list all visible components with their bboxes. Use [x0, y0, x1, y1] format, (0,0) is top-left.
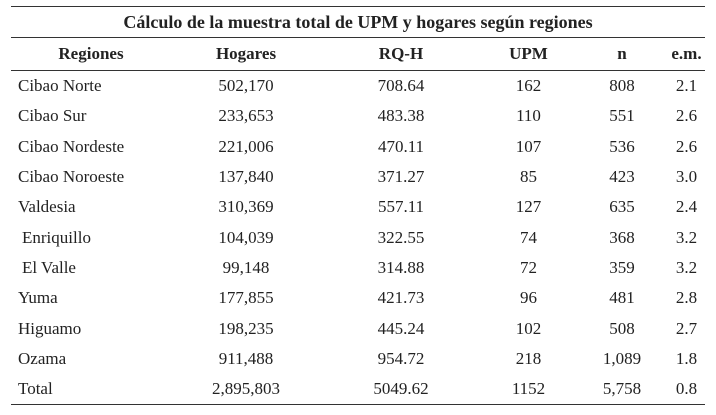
region-cell: Valdesia [18, 197, 76, 217]
em-cell: 3.0 [675, 167, 698, 187]
upm-cell: 127 [515, 197, 542, 217]
table-row [11, 313, 705, 343]
column-header-em: e.m. [668, 38, 705, 71]
region-cell: Higuamo [18, 318, 82, 338]
rqh-cell: 483.38 [377, 106, 425, 126]
hogares-cell: 233,653 [218, 106, 274, 126]
data-table [11, 38, 705, 405]
region-cell: Enriquillo [22, 227, 91, 247]
column-header-regiones: Regiones [11, 38, 171, 71]
upm-cell: 162 [515, 76, 542, 96]
upm-cell: 218 [515, 348, 542, 368]
header-row [11, 38, 705, 71]
hogares-cell: 310,369 [218, 197, 274, 217]
table-row [11, 192, 705, 222]
n-cell: 536 [609, 136, 635, 156]
n-cell: 423 [609, 167, 635, 187]
upm-cell: 74 [520, 227, 537, 247]
hogares-cell: 911,488 [218, 348, 274, 368]
table-row [11, 344, 705, 374]
em-cell: 2.6 [675, 136, 698, 156]
upm-cell: 110 [516, 106, 541, 126]
upm-cell: 72 [520, 257, 537, 277]
n-cell: 481 [609, 288, 635, 308]
rqh-cell: 708.64 [377, 76, 425, 96]
rqh-cell: 470.11 [377, 136, 425, 156]
region-cell: Total [11, 374, 171, 405]
table-row [11, 132, 705, 162]
table-row [11, 222, 705, 252]
rqh-cell: 445.24 [377, 318, 425, 338]
n-cell: 808 [609, 76, 635, 96]
region-cell: Yuma [18, 288, 58, 308]
upm-cell: 102 [515, 318, 542, 338]
rqh-cell: 371.27 [377, 167, 425, 187]
hogares-cell: 198,235 [218, 318, 274, 338]
table-row [11, 162, 705, 192]
em-cell: 2.8 [675, 288, 698, 308]
column-header-upm: UPM [481, 38, 576, 71]
rqh-cell: 954.72 [377, 348, 425, 368]
em-cell: 2.7 [675, 318, 698, 338]
table-row [11, 71, 705, 102]
table-row [11, 101, 705, 131]
rqh-cell: 5049.62 [321, 374, 481, 405]
hogares-cell: 99,148 [222, 257, 270, 277]
n-cell: 5,758 [576, 374, 668, 405]
data-table-container [11, 6, 705, 405]
column-header-hogares: Hogares [171, 38, 321, 71]
rqh-cell: 314.88 [377, 257, 425, 277]
region-cell: Ozama [18, 348, 67, 368]
n-cell: 551 [609, 106, 635, 126]
em-cell: 0.8 [668, 374, 705, 405]
hogares-cell: 2,895,803 [171, 374, 321, 405]
total-row [11, 374, 705, 405]
n-cell: 508 [609, 318, 635, 338]
em-cell: 3.2 [675, 257, 698, 277]
upm-cell: 85 [520, 167, 537, 187]
upm-cell: 96 [520, 288, 537, 308]
column-header-n: n [576, 38, 668, 71]
region-cell: Cibao Noroeste [18, 167, 125, 187]
n-cell: 635 [609, 197, 635, 217]
rqh-cell: 322.55 [377, 227, 425, 247]
region-cell: El Valle [22, 257, 76, 277]
upm-cell: 107 [515, 136, 542, 156]
column-header-rqh: RQ-H [321, 38, 481, 71]
region-cell: Cibao Sur [18, 106, 87, 126]
hogares-cell: 221,006 [218, 136, 274, 156]
em-cell: 3.2 [675, 227, 698, 247]
n-cell: 368 [609, 227, 635, 247]
hogares-cell: 104,039 [218, 227, 274, 247]
region-cell: Cibao Nordeste [18, 136, 125, 156]
rqh-cell: 557.11 [377, 197, 425, 217]
n-cell: 1,089 [602, 348, 642, 368]
hogares-cell: 137,840 [218, 167, 274, 187]
hogares-cell: 177,855 [218, 288, 274, 308]
em-cell: 2.1 [675, 76, 698, 96]
table-title: Cálculo de la muestra total de UPM y hogares según regiones [11, 6, 705, 38]
table-row [11, 283, 705, 313]
table-row [11, 253, 705, 283]
em-cell: 2.4 [675, 197, 698, 217]
rqh-cell: 421.73 [377, 288, 425, 308]
region-cell: Cibao Norte [18, 76, 102, 96]
hogares-cell: 502,170 [218, 76, 274, 96]
upm-cell: 1152 [481, 374, 576, 405]
em-cell: 2.6 [675, 106, 698, 126]
n-cell: 359 [609, 257, 635, 277]
em-cell: 1.8 [675, 348, 698, 368]
